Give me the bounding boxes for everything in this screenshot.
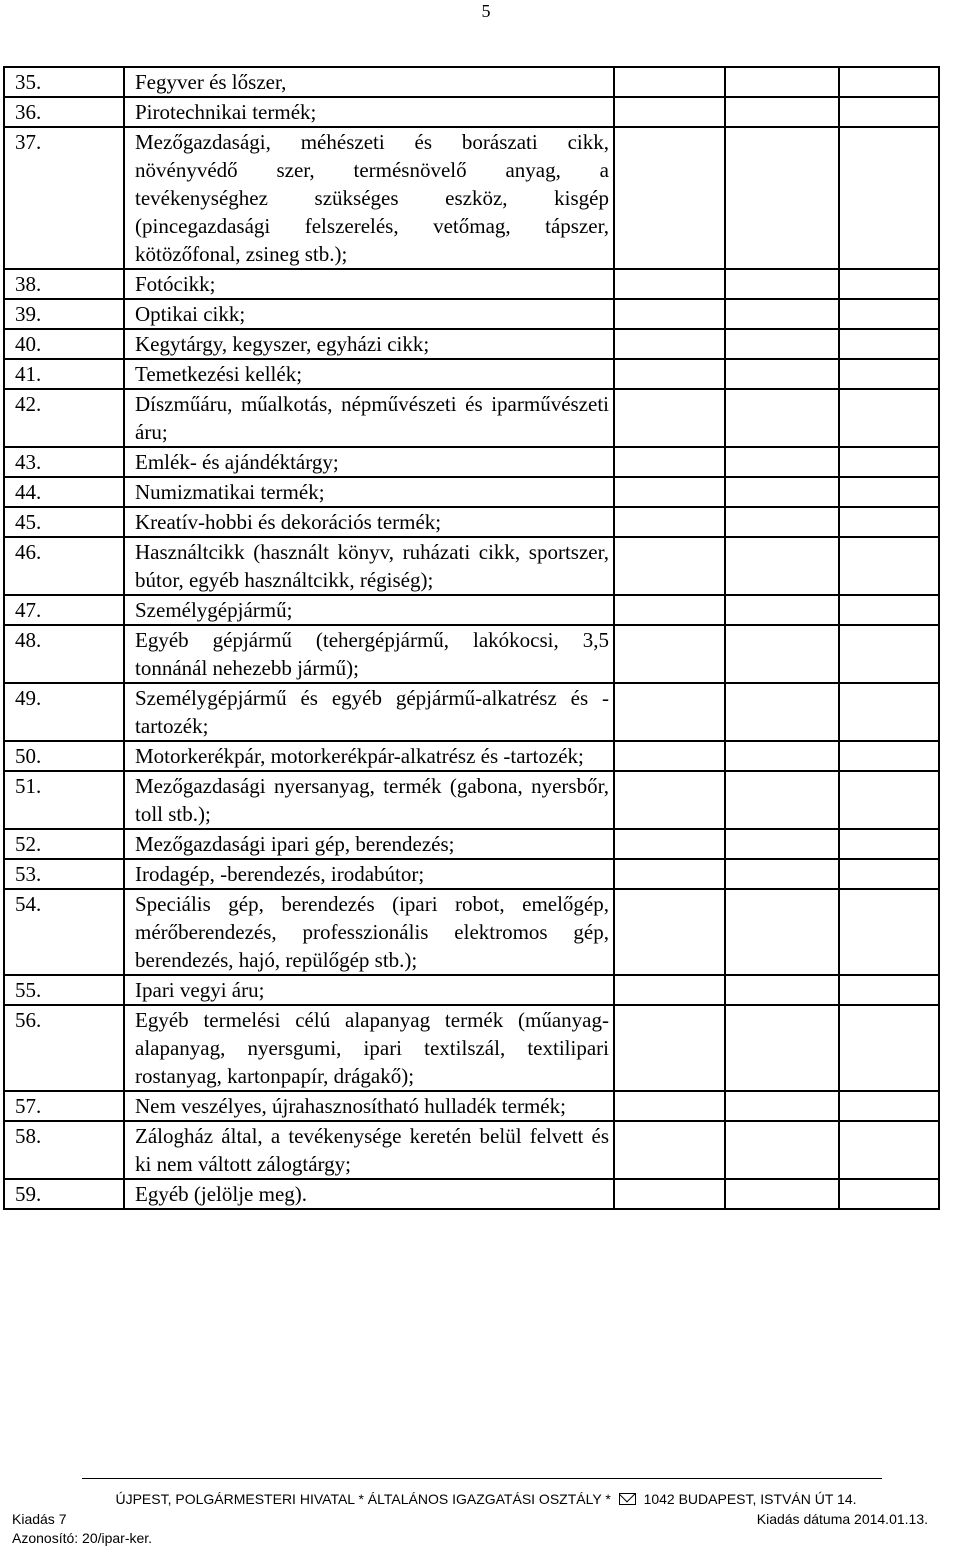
footer-office: ÚJPEST, POLGÁRMESTERI HIVATAL * ÁLTALÁNOS IGAZGATÁSI OSZTÁLY * xyxy=(115,1491,611,1507)
empty-cell xyxy=(614,389,725,447)
table-row xyxy=(4,1091,939,1121)
empty-cell xyxy=(614,889,725,975)
table-row xyxy=(4,595,939,625)
empty-cell xyxy=(725,127,839,269)
empty-cell xyxy=(614,1005,725,1091)
item-number: 42. xyxy=(4,389,124,447)
empty-cell xyxy=(839,127,939,269)
table-row xyxy=(4,625,939,683)
empty-cell xyxy=(725,859,839,889)
footer-office-line xyxy=(0,1490,960,1508)
empty-cell xyxy=(725,1005,839,1091)
table-row xyxy=(4,537,939,595)
table-row xyxy=(4,447,939,477)
empty-cell xyxy=(839,1005,939,1091)
empty-cell xyxy=(839,359,939,389)
item-description: Személygépjármű; xyxy=(124,595,614,625)
item-number: 56. xyxy=(4,1005,124,1091)
empty-cell xyxy=(614,477,725,507)
empty-cell xyxy=(725,595,839,625)
empty-cell xyxy=(839,269,939,299)
empty-cell xyxy=(614,359,725,389)
item-number: 40. xyxy=(4,329,124,359)
item-description: Pirotechnikai termék; xyxy=(124,97,614,127)
table-row xyxy=(4,359,939,389)
item-number: 50. xyxy=(4,741,124,771)
table-row xyxy=(4,741,939,771)
empty-cell xyxy=(725,741,839,771)
table-row xyxy=(4,1005,939,1091)
table-row xyxy=(4,269,939,299)
item-description: Nem veszélyes, újrahasznosítható hulladék termék; xyxy=(124,1091,614,1121)
table-row xyxy=(4,127,939,269)
empty-cell xyxy=(839,537,939,595)
item-description: Díszműáru, műalkotás, népművészeti és iparművészeti áru; xyxy=(124,389,614,447)
table-row xyxy=(4,975,939,1005)
empty-cell xyxy=(614,447,725,477)
empty-cell xyxy=(839,447,939,477)
empty-cell xyxy=(725,889,839,975)
empty-cell xyxy=(839,1091,939,1121)
item-description: Speciális gép, berendezés (ipari robot, emelőgép, mérőberendezés, professzionális elektromos gép, berendezés, hajó, repülőgép stb.); xyxy=(124,889,614,975)
empty-cell xyxy=(614,507,725,537)
page-number: 5 xyxy=(481,1,491,21)
item-description: Kreatív-hobbi és dekorációs termék; xyxy=(124,507,614,537)
table-row xyxy=(4,329,939,359)
item-number: 39. xyxy=(4,299,124,329)
item-number: 45. xyxy=(4,507,124,537)
item-number: 57. xyxy=(4,1091,124,1121)
item-number: 52. xyxy=(4,829,124,859)
empty-cell xyxy=(725,389,839,447)
empty-cell xyxy=(725,359,839,389)
empty-cell xyxy=(614,859,725,889)
item-description: Emlék- és ajándéktárgy; xyxy=(124,447,614,477)
empty-cell xyxy=(725,507,839,537)
empty-cell xyxy=(614,127,725,269)
item-number: 37. xyxy=(4,127,124,269)
item-description: Temetkezési kellék; xyxy=(124,359,614,389)
table-row xyxy=(4,1121,939,1179)
item-number: 55. xyxy=(4,975,124,1005)
empty-cell xyxy=(614,537,725,595)
activity-list-table xyxy=(3,66,940,1210)
empty-cell xyxy=(725,97,839,127)
empty-cell xyxy=(725,537,839,595)
empty-cell xyxy=(614,771,725,829)
item-description: Egyéb termelési célú alapanyag termék (műanyag-alapanyag, nyersgumi, ipari textilszál, textilipari rostanyag, kartonpapír, drágakő); xyxy=(124,1005,614,1091)
item-number: 49. xyxy=(4,683,124,741)
empty-cell xyxy=(614,829,725,859)
item-description: Zálogház által, a tevékenysége keretén belül felvett és ki nem váltott zálogtárgy; xyxy=(124,1121,614,1179)
empty-cell xyxy=(614,1091,725,1121)
empty-cell xyxy=(725,975,839,1005)
empty-cell xyxy=(725,771,839,829)
empty-cell xyxy=(839,859,939,889)
empty-cell xyxy=(614,97,725,127)
empty-cell xyxy=(725,625,839,683)
empty-cell xyxy=(725,299,839,329)
empty-cell xyxy=(839,683,939,741)
table-row xyxy=(4,299,939,329)
empty-cell xyxy=(614,595,725,625)
item-number: 51. xyxy=(4,771,124,829)
footer-edition-date: Kiadás dátuma 2014.01.13. xyxy=(756,1511,928,1527)
empty-cell xyxy=(725,67,839,97)
table-row xyxy=(4,67,939,97)
empty-cell xyxy=(725,447,839,477)
table-row xyxy=(4,97,939,127)
item-number: 46. xyxy=(4,537,124,595)
empty-cell xyxy=(614,329,725,359)
empty-cell xyxy=(725,829,839,859)
table-row xyxy=(4,859,939,889)
item-description: Mezőgazdasági ipari gép, berendezés; xyxy=(124,829,614,859)
empty-cell xyxy=(839,477,939,507)
empty-cell xyxy=(725,1091,839,1121)
empty-cell xyxy=(839,1121,939,1179)
item-number: 35. xyxy=(4,67,124,97)
empty-cell xyxy=(839,1179,939,1209)
empty-cell xyxy=(839,299,939,329)
item-description: Kegytárgy, kegyszer, egyházi cikk; xyxy=(124,329,614,359)
empty-cell xyxy=(614,1121,725,1179)
activity-list-body xyxy=(4,67,939,1209)
empty-cell xyxy=(839,625,939,683)
empty-cell xyxy=(614,1179,725,1209)
table-row xyxy=(4,771,939,829)
empty-cell xyxy=(839,595,939,625)
empty-cell xyxy=(725,683,839,741)
empty-cell xyxy=(614,67,725,97)
empty-cell xyxy=(839,329,939,359)
item-description: Optikai cikk; xyxy=(124,299,614,329)
empty-cell xyxy=(725,269,839,299)
item-number: 36. xyxy=(4,97,124,127)
empty-cell xyxy=(839,975,939,1005)
empty-cell xyxy=(725,329,839,359)
empty-cell xyxy=(839,67,939,97)
table-row xyxy=(4,889,939,975)
empty-cell xyxy=(614,269,725,299)
item-description: Numizmatikai termék; xyxy=(124,477,614,507)
empty-cell xyxy=(839,889,939,975)
item-description: Egyéb (jelölje meg). xyxy=(124,1179,614,1209)
item-number: 58. xyxy=(4,1121,124,1179)
empty-cell xyxy=(614,683,725,741)
item-number: 53. xyxy=(4,859,124,889)
empty-cell xyxy=(839,97,939,127)
empty-cell xyxy=(614,625,725,683)
envelope-icon xyxy=(619,1493,636,1505)
item-description: Motorkerékpár, motorkerékpár-alkatrész és -tartozék; xyxy=(124,741,614,771)
empty-cell xyxy=(725,1179,839,1209)
table-row xyxy=(4,683,939,741)
table-row xyxy=(4,829,939,859)
item-description: Irodagép, -berendezés, irodabútor; xyxy=(124,859,614,889)
item-description: Mezőgazdasági nyersanyag, termék (gabona, nyersbőr, toll stb.); xyxy=(124,771,614,829)
empty-cell xyxy=(614,741,725,771)
footer-identifier: Azonosító: 20/ipar-ker. xyxy=(12,1530,153,1546)
item-number: 47. xyxy=(4,595,124,625)
item-description: Mezőgazdasági, méhészeti és borászati cikk, növényvédő szer, termésnövelő anyag, a tevékenységhez szükséges eszköz, kisgép (pincegazdasági felszerelés, vetőmag, tápszer, kötözőfonal, zsineg stb.); xyxy=(124,127,614,269)
table-row xyxy=(4,507,939,537)
table-row xyxy=(4,477,939,507)
empty-cell xyxy=(725,477,839,507)
table-row xyxy=(4,389,939,447)
item-description: Egyéb gépjármű (tehergépjármű, lakókocsi, 3,5 tonnánál nehezebb jármű); xyxy=(124,625,614,683)
empty-cell xyxy=(839,389,939,447)
item-number: 48. xyxy=(4,625,124,683)
item-description: Fotócikk; xyxy=(124,269,614,299)
item-number: 54. xyxy=(4,889,124,975)
footer-divider xyxy=(82,1478,882,1479)
item-description: Személygépjármű és egyéb gépjármű-alkatrész és -tartozék; xyxy=(124,683,614,741)
empty-cell xyxy=(839,771,939,829)
item-number: 59. xyxy=(4,1179,124,1209)
empty-cell xyxy=(839,829,939,859)
empty-cell xyxy=(839,507,939,537)
footer-edition: Kiadás 7 xyxy=(12,1511,67,1527)
footer-address: 1042 BUDAPEST, ISTVÁN ÚT 14. xyxy=(643,1491,857,1507)
item-number: 44. xyxy=(4,477,124,507)
item-number: 38. xyxy=(4,269,124,299)
item-description: Fegyver és lőszer, xyxy=(124,67,614,97)
item-number: 41. xyxy=(4,359,124,389)
item-number: 43. xyxy=(4,447,124,477)
table-row xyxy=(4,1179,939,1209)
empty-cell xyxy=(839,741,939,771)
empty-cell xyxy=(614,299,725,329)
item-description: Ipari vegyi áru; xyxy=(124,975,614,1005)
item-description: Használtcikk (használt könyv, ruházati cikk, sportszer, bútor, egyéb használtcikk, régiség); xyxy=(124,537,614,595)
empty-cell xyxy=(725,1121,839,1179)
empty-cell xyxy=(614,975,725,1005)
